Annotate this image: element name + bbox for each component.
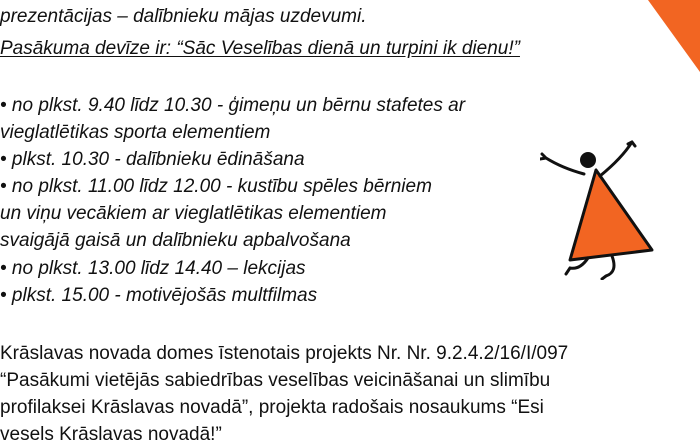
list-item: un viņu vecākiem ar vieglatlētikas elementiem [0, 203, 387, 224]
project-line: “Pasākumi vietējās sabiedrības veselības veicināšanai un slimību [0, 370, 551, 391]
list-item: • plkst. 15.00 - motivējošās multfilmas [0, 285, 318, 306]
running-triangle-figure-icon [540, 140, 660, 280]
orange-corner-icon [628, 0, 700, 72]
intro-line: prezentācijas – dalībnieku mājas uzdevumi. [0, 6, 367, 27]
list-item: • no plkst. 11.00 līdz 12.00 - kustību spēles bērniem [0, 176, 432, 197]
project-line: profilaksei Krāslavas novadā”, projekta radošais nosaukums “Esi [0, 397, 544, 418]
list-item: vieglatlētikas sporta elementiem [0, 122, 271, 143]
list-item: • plkst. 10.30 - dalībnieku ēdināšana [0, 149, 305, 170]
project-line: Krāslavas novada domes īstenotais projekts Nr. Nr. 9.2.4.2/16/I/097 [0, 343, 569, 364]
event-motto: Pasākuma devīze ir: “Sāc Veselības dienā un turpini ik dienu!” [0, 38, 520, 59]
project-line: vesels Krāslavas novadā!” [0, 424, 222, 445]
list-item: • no plkst. 13.00 līdz 14.40 – lekcijas [0, 258, 306, 279]
list-item: svaigājā gaisā un dalībnieku apbalvošana [0, 230, 351, 251]
list-item: • no plkst. 9.40 līdz 10.30 - ģimeņu un bērnu stafetes ar [0, 95, 466, 116]
